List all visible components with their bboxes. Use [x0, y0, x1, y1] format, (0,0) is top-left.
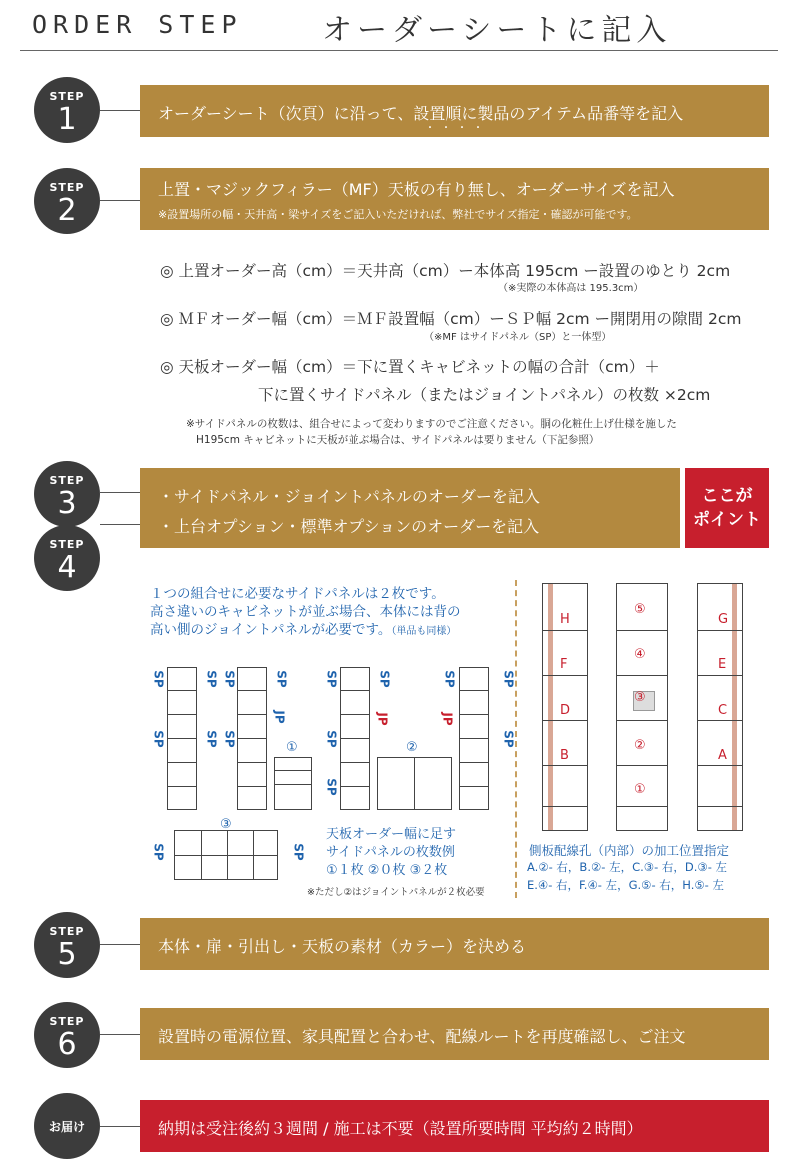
cabinet-low: [274, 757, 312, 810]
step1-connector: [100, 110, 140, 111]
delivery-badge-label: お届け: [48, 1120, 85, 1134]
step2-badge: [34, 168, 100, 234]
diagram-caption-line3: ①１枚 ②０枚 ③２枚: [326, 863, 448, 878]
marker-3: ③: [220, 817, 232, 832]
step1-bar: [140, 85, 769, 137]
step2-bar: [140, 168, 769, 230]
step5-connector: [100, 944, 140, 945]
marker-1: ①: [286, 740, 298, 755]
sp-label: SP: [274, 670, 289, 688]
step5-bar: [140, 918, 769, 970]
sp-label: SP: [291, 843, 306, 861]
jp-label: JP: [272, 710, 287, 724]
diagram-caption: [326, 826, 456, 880]
step3-text: ・サイドパネル・ジョイントパネルのオーダーを記入: [158, 487, 540, 506]
hole-label-a: A: [718, 748, 727, 763]
hole-label-b: B: [560, 748, 569, 763]
step2-text: 上置・マジックフィラー（MF）天板の有り無し、オーダーサイズを記入: [158, 180, 675, 199]
shelf-label-3: ③: [634, 690, 646, 705]
formula-top-height-note: （※実際の本体高は 195.3cm）: [498, 283, 644, 294]
cabinet-low-wide: [377, 757, 452, 810]
step3-badge-label: STEP: [49, 474, 85, 487]
step5-text: 本体・扉・引出し・天板の素材（カラー）を決める: [158, 937, 527, 956]
delivery-connector: [100, 1126, 140, 1127]
sp-label: SP: [501, 670, 516, 688]
step3-number: 3: [57, 486, 77, 521]
cabinet-row-top-board: [174, 830, 278, 880]
step2-number: 2: [57, 193, 77, 228]
step6-text: 設置時の電源位置、家具配置と合わせ、配線ルートを再度確認し、ご注文: [158, 1027, 686, 1046]
step1-text: オーダーシート（次頁）に沿って、設置順に製品のアイテム品番等を記入: [158, 104, 684, 123]
diagram-intro-small: （単品も同様）: [391, 626, 457, 637]
cabinet-tall: [459, 667, 489, 810]
sp-label: SP: [151, 843, 166, 861]
delivery-badge: [34, 1093, 100, 1159]
hole-line-2: E.④- 右，F.④- 左，G.⑤- 右，H.⑤- 左: [527, 878, 724, 892]
step2-subtext: ※設置場所の幅・天井高・梁サイズをご記入いただければ、弊社でサイズ指定・確認が可能です。: [158, 208, 638, 221]
step4-badge-label: STEP: [49, 538, 85, 551]
step6-badge-label: STEP: [49, 1015, 85, 1028]
hole-label-d: D: [560, 703, 571, 718]
point-badge: [685, 468, 769, 548]
step1-badge: [34, 77, 100, 143]
sp-label: SP: [151, 730, 166, 748]
step1-badge-label: STEP: [49, 90, 85, 103]
sp-label: SP: [204, 670, 219, 688]
shelf-label-4: ④: [634, 647, 646, 662]
diagram-intro: [150, 585, 461, 641]
formula-top-height: ◎ 上置オーダー高（cm）＝天井高（cm）ー本体高 195cm ー設置のゆとり 2cm: [160, 262, 731, 280]
diagram-caption-line1: 天板オーダー幅に足す: [326, 827, 457, 842]
step3-badge: [34, 461, 100, 527]
step2-connector: [100, 200, 140, 201]
delivery-bar: [140, 1100, 769, 1152]
diagram-intro-line1: １つの組合せに必要なサイドパネルは２枚です。: [150, 586, 445, 602]
step4-connector: [100, 524, 140, 525]
step6-connector: [100, 1034, 140, 1035]
shelf-label-1: ①: [634, 782, 646, 797]
jp-label-red: JP: [440, 712, 455, 726]
diagram-divider: [515, 580, 517, 898]
header-divider: [20, 50, 778, 51]
sp-label: SP: [442, 670, 457, 688]
sp-label: SP: [324, 730, 339, 748]
cabinet-tall: [237, 667, 267, 810]
diagram-caption-note: ※ただし②はジョイントパネルが２枚必要: [307, 887, 485, 898]
point-badge-line2: ポイント: [693, 510, 761, 530]
sp-label: SP: [501, 730, 516, 748]
jp-label-red: JP: [375, 712, 390, 726]
step3-connector: [100, 492, 140, 493]
shelf-label-2: ②: [634, 738, 646, 753]
step2-badge-label: STEP: [49, 181, 85, 194]
header-title: オーダーシートに記入: [322, 13, 672, 48]
sp-label: SP: [204, 730, 219, 748]
step4-text: ・上台オプション・標準オプションのオーダーを記入: [158, 517, 540, 536]
step4-badge: [34, 525, 100, 591]
cabinet-tall: [340, 667, 370, 810]
hole-title: 側板配線孔（内部）の加工位置指定: [529, 843, 730, 858]
shelf-label-5: ⑤: [634, 602, 646, 617]
diagram-caption-line2: サイドパネルの枚数例: [326, 845, 455, 860]
sp-label: SP: [324, 670, 339, 688]
hole-label-c: C: [718, 703, 728, 718]
hole-label-h: H: [560, 612, 570, 627]
cabinet-tall: [167, 667, 197, 810]
step1-emphasis-dots: ・・・・: [425, 123, 489, 134]
hole-line-1: A.②- 右，B.②- 左，C.③- 右，D.③- 左: [527, 860, 728, 874]
sp-label: SP: [151, 670, 166, 688]
marker-2: ②: [406, 740, 418, 755]
step6-badge: [34, 1002, 100, 1068]
formula-top-board-width: ◎ 天板オーダー幅（cm）＝下に置くキャビネットの幅の合計（cm）＋: [160, 358, 660, 376]
step5-number: 5: [57, 937, 77, 972]
header-order-step: ORDER STEP: [32, 10, 243, 39]
diagram-intro-line2: 高さ違いのキャビネットが並ぶ場合、本体には背の: [150, 604, 461, 620]
hole-label-g: G: [718, 612, 729, 627]
step5-badge-label: STEP: [49, 925, 85, 938]
hole-label-f: F: [560, 657, 568, 672]
side-panel-note-1: ※サイドパネルの枚数は、組合せによって変わりますのでご注意ください。胴の化粧仕上げ仕様を施した: [186, 418, 677, 430]
step1-number: 1: [57, 102, 77, 137]
formula-mf-width: ◎ ＭＦオーダー幅（cm）＝ＭＦ設置幅（cm）ーＳＰ幅 2cm ー開閉用の隙間 2cm: [160, 310, 742, 328]
point-badge-line1: ここが: [701, 486, 753, 506]
sp-label: SP: [377, 670, 392, 688]
sp-label: SP: [222, 730, 237, 748]
step6-bar: [140, 1008, 769, 1060]
formula-top-board-width-line2: 下に置くサイドパネル（またはジョイントパネル）の枚数 ×2cm: [258, 386, 711, 404]
sp-label: SP: [324, 778, 339, 796]
diagram-intro-line3: 高い側のジョイントパネルが必要です。: [150, 622, 392, 638]
step4-number: 4: [57, 550, 77, 585]
delivery-text: 納期は受注後約３週間 / 施工は不要（設置所要時間 平均約２時間）: [158, 1119, 643, 1138]
step5-badge: [34, 912, 100, 978]
hole-label-e: E: [718, 657, 727, 672]
step6-number: 6: [57, 1027, 77, 1062]
sp-label: SP: [222, 670, 237, 688]
formula-mf-width-note: （※MF はサイドパネル（SP）と一体型）: [424, 332, 612, 343]
step3-4-bar: [140, 468, 680, 548]
side-panel-note-2: H195cm キャビネットに天板が並ぶ場合は、サイドパネルは要りません（下記参照）: [196, 434, 600, 446]
